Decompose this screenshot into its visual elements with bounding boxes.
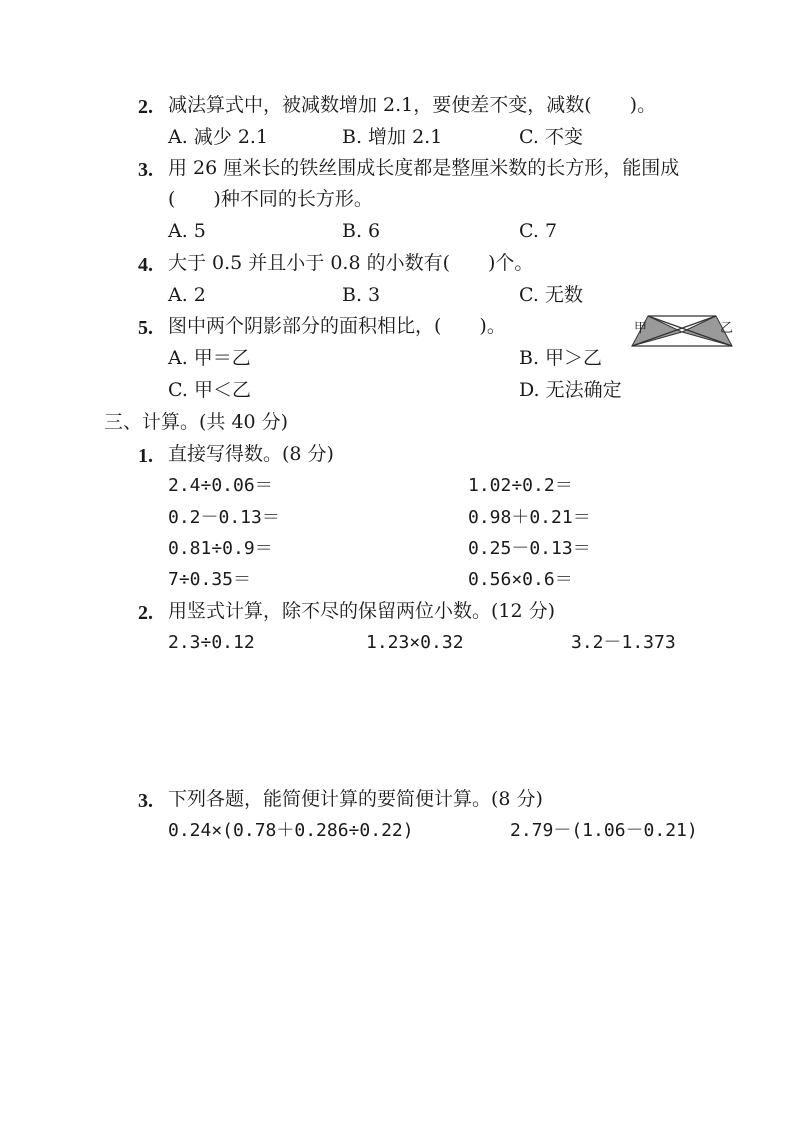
q5-option-b: B. 甲＞乙 [519,347,603,369]
q4-option-c: C. 无数 [519,284,583,306]
calc-item: 0.98＋0.21＝ [468,507,591,528]
vertical-calc-item: 2.3÷0.12 [168,632,255,653]
q3-text-line2: ( )种不同的长方形。 [168,188,373,210]
q3-option-b: B. 6 [342,220,381,242]
s3-p2-number: 2. [138,602,153,624]
section-3-title: 三、计算。(共 40 分) [104,411,289,433]
q3-number: 3. [138,159,153,181]
vertical-calc-item: 3.2－1.373 [571,632,676,653]
q3-option-a: A. 5 [168,220,206,242]
calc-item: 0.25－0.13＝ [468,538,591,559]
calc-item: 2.4÷0.06＝ [168,475,273,496]
q5-option-d: D. 无法确定 [519,379,622,401]
calc-item: 0.81÷0.9＝ [168,538,273,559]
q3-option-c: C. 7 [519,220,558,242]
q4-option-b: B. 3 [342,284,381,306]
q3-text: 用 26 厘米长的铁丝围成长度都是整厘米数的长方形，能围成 [168,157,680,179]
q4-text: 大于 0.5 并且小于 0.8 的小数有( )个。 [168,252,534,274]
s3-p1-title: 直接写得数。(8 分) [168,443,334,465]
q2-option-b: B. 增加 2.1 [342,126,443,148]
trapezoid-figure [630,312,738,364]
calc-item: 0.56×0.6＝ [468,569,573,590]
calc-item: 0.2－0.13＝ [168,507,280,528]
s3-p3-title: 下列各题，能简便计算的要简便计算。(8 分) [168,788,543,810]
s3-p3-number: 3. [138,790,153,812]
q5-option-a: A. 甲＝乙 [168,347,251,369]
q5-number: 5. [138,317,153,339]
q2-option-a: A. 减少 2.1 [168,126,269,148]
q5-option-c: C. 甲＜乙 [168,379,251,401]
fig-label-right: 乙 [720,321,734,336]
q2-option-c: C. 不变 [519,126,583,148]
q2-number: 2. [138,96,153,118]
q2-text: 减法算式中，被减数增加 2.1，要使差不变，减数( )。 [168,94,657,116]
s3-p1-number: 1. [138,445,153,467]
vertical-calc-item: 1.23×0.32 [366,632,464,653]
simplify-calc-item: 0.24×(0.78＋0.286÷0.22) [168,820,414,841]
simplify-calc-item: 2.79－(1.06－0.21) [510,820,698,841]
s3-p2-title: 用竖式计算，除不尽的保留两位小数。(12 分) [168,600,556,622]
fig-label-left: 甲 [634,321,648,336]
calc-item: 1.02÷0.2＝ [468,475,573,496]
q4-option-a: A. 2 [168,284,206,306]
q5-text: 图中两个阴影部分的面积相比，( )。 [168,315,506,337]
q4-number: 4. [138,254,153,276]
calc-item: 7÷0.35＝ [168,569,252,590]
